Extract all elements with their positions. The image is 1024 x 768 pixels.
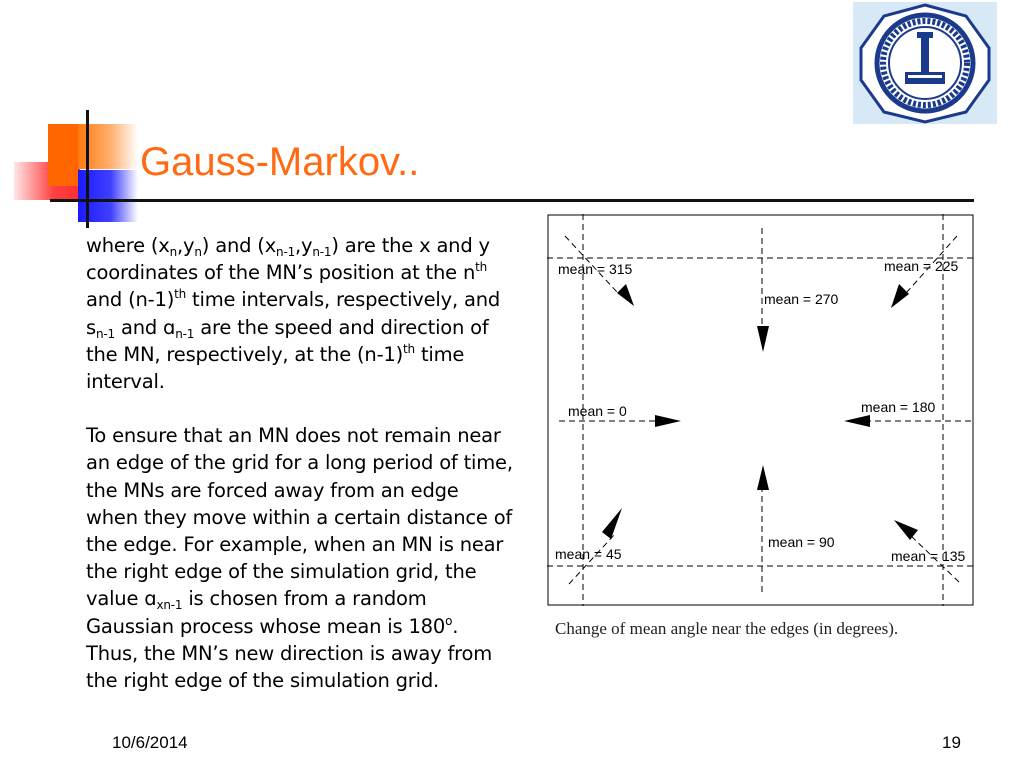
university-seal-icon [853,2,997,124]
label-mean-135: mean = 135 [891,548,966,564]
diagram-caption: Change of mean angle near the edges (in degrees). [555,619,899,638]
label-mean-45: mean = 45 [555,546,622,562]
paragraph-1: where $(x_n,y_n)$ and $(x_{n-1},y_{n-1})$ are the x and y coordinates of the MN’s position at the $n^{th}$ and $(n-1)^{th}$ time intervals, respectively, and $s_{n-1}$ and ɑ$_{n-1}$ are the speed and direction of the MN, respectively, at the $(n-1)^{th}$ time interval. [86,234,501,394]
page-number: 19 [942,733,961,752]
university-logo [853,2,997,124]
decor-vertical-line [86,110,89,228]
paragraph-2: To ensure that an MN does not remain near an edge of the grid for a long period of time, the MNs are forced away from an edge when they move within a certain distance of the edge. For example, when an MN is near the right edge of the simulation grid, the value ɑ$_{xn-1}$ is chosen from a random Gaussian process whose mean is 180$^o$. Thus, the MN’s new direction is away from the right edge of the simulation grid. [86,424,513,693]
footer-date: 10/6/2014 [112,733,188,752]
slide-title: Gauss-Markov.. [140,140,420,184]
label-mean-0: mean = 0 [568,403,627,419]
title-underline [50,199,974,202]
label-mean-270: mean = 270 [764,291,839,307]
decor-orange-square [48,124,78,186]
label-mean-90: mean = 90 [768,534,835,550]
label-mean-315: mean = 315 [558,261,633,277]
edge-mean-angle-diagram [547,214,975,608]
body-text [86,232,514,694]
label-mean-225: mean = 225 [884,258,959,274]
label-mean-180: mean = 180 [861,399,936,415]
